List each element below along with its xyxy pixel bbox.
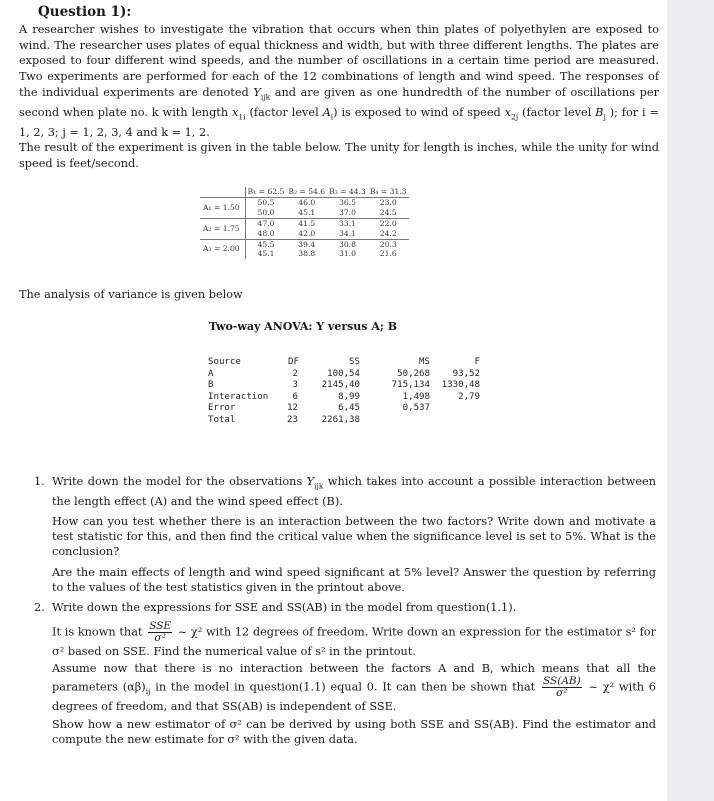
analysis-text: The analysis of variance is given below (19, 288, 243, 301)
question-paragraph: Write down the model for the observations $Y_{ijk}$ which takes into account a possible interaction between the length effect (A) and the wind speed effect (B). (52, 475, 656, 508)
anova-cell: 2,79 (458, 391, 480, 402)
table-row (200, 197, 409, 207)
table-cell: 23.0 (379, 197, 397, 207)
table-cell: 50.5 (257, 197, 275, 207)
table-cell: 21.6 (379, 249, 397, 259)
table-cell: 36.5 (339, 197, 356, 207)
question-list (34, 474, 656, 752)
anova-cell: A (208, 368, 214, 379)
question-paragraph: Write down the expressions for SSE and SS(AB) in the model from question(1.1). (52, 601, 517, 615)
table-cell: 37.0 (339, 207, 356, 217)
table-row (200, 218, 409, 228)
anova-cell: 6,45 (338, 403, 360, 414)
question-number: 1. (34, 475, 45, 488)
question-title: Question 1): (38, 4, 132, 20)
question-paragraph: Are the main effects of length and wind speed significant at 5% level? Answer the question by referring to the values of the test statistics given in the printout above. (52, 565, 656, 595)
table-header-row (200, 187, 409, 197)
anova-cell: 2 (292, 368, 298, 379)
table-cell: 50.0 (257, 207, 275, 217)
table-row (200, 239, 409, 249)
ssab-fraction: $\frac{SS(AB)}{\text{σ²}}$ (543, 675, 581, 700)
side-panel (667, 0, 714, 801)
anova-cell: 50,268 (397, 368, 430, 379)
table-cell: 34.1 (339, 228, 356, 238)
table-cell: 41.5 (286, 218, 327, 228)
intro-text (19, 22, 659, 172)
anova-cell: 12 (287, 403, 298, 414)
table-cell: 42.0 (298, 228, 316, 238)
data-table (200, 187, 409, 259)
anova-title: Two-way ANOVA: Y versus A; B (209, 320, 398, 333)
table-cell: 24.2 (379, 228, 397, 238)
row-label: A₃ = 2.00 (200, 239, 245, 259)
question-paragraph: Show how a new estimator of σ² can be derived by using both SSE and SS(AB). Find the estimator and compute the new estimate for σ² with the given data. (52, 717, 656, 746)
table-cell: 48.0 (257, 228, 275, 238)
anova-header: F (474, 357, 480, 367)
table-cell: 45.5 (245, 239, 286, 249)
anova-cell: 715,134 (391, 380, 430, 391)
intro-paragraph-2: The result of the experiment is given in the table below. The unity for length is inches, while the unity for wind speed is feet/second. (19, 141, 659, 171)
row-label: A₂ = 1.75 (200, 218, 245, 239)
anova-cell: B (208, 380, 214, 391)
table-cell: 45.1 (298, 207, 316, 217)
col-header: B₃ = 44.3 (329, 187, 366, 196)
anova-cell: 2261,38 (321, 414, 360, 425)
anova-cell: 23 (287, 414, 298, 425)
table-cell: 46.0 (298, 197, 316, 207)
anova-cell: 8,99 (338, 391, 360, 402)
intro-paragraph-1: A researcher wishes to investigate the vibration that occurs when thin plates of polyethylen are exposed to wind. The researcher uses plates of equal thickness and width, but with three different lengths. The plates are exposed to four different wind speeds, and the number of oscillations in a certain time period are measured. Two experiments are performed for each of the 12 combinations of length and wind speed. The responses of the individual experiments are denoted $Y_{ijk}$ and are given as one hundredth of the number of oscillations per second when plate no. k with length $x_{1i}$ (factor level $A_i$) is exposed to wind of speed $x_{2j}$ (factor level $B_j$ ); for i = 1, 2, 3; j = 1, 2, 3, 4 and k = 1, 2. (19, 23, 659, 139)
question-number: 2. (34, 601, 45, 615)
anova-cell: 6 (292, 391, 298, 402)
sse-fraction: $\frac{\text{SSE}}{\text{σ²}}$ (149, 619, 172, 644)
col-header: B₄ = 31.3 (369, 187, 407, 196)
table-cell: 30.8 (327, 239, 368, 249)
table-cell: 22.0 (368, 218, 409, 228)
anova-cell: 0,537 (402, 403, 430, 414)
question-paragraph: It is known that $\frac{\text{SSE}}{\text{σ²}}$ ~ χ² with 12 degrees of freedom. Write down an expression for the estimator s² for σ² based on SSE. Find the numerical value of s² in the printout. (52, 619, 656, 658)
table-cell: 33.1 (327, 218, 368, 228)
row-label: A₁ = 1.50 (200, 197, 245, 218)
anova-header: Source (208, 357, 241, 367)
question-item-1 (34, 474, 656, 595)
anova-cell: 2145,40 (321, 380, 360, 391)
anova-cell: 1,498 (402, 391, 430, 402)
table-cell: 24.5 (379, 207, 397, 217)
question-paragraph: Assume now that there is no interaction between the factors A and B, which means that all the parameters $(\alpha\beta)_{ij}$ in the model in question(1.1) equal 0. It can then be shown that $\frac{SS(AB)}{\text{σ²}}$ ~ χ² with 6 degrees of freedom, and that SS(AB) is independent of SSE. (52, 661, 656, 714)
table-cell: 39.4 (286, 239, 327, 249)
question-paragraph: How can you test whether there is an interaction between the two factors? Write down and motivate a test statistic for this, and then find the critical value when the significance level is set to 5%. What is the conclusion? (52, 514, 656, 559)
anova-cell: Total (208, 414, 236, 425)
anova-header: DF (288, 357, 299, 367)
anova-cell: 1330,48 (441, 380, 480, 391)
table-cell: 20.3 (368, 239, 409, 249)
anova-cell: 100,54 (327, 368, 360, 379)
table-cell: 45.1 (257, 249, 275, 259)
col-header: B₁ = 62.5 (245, 187, 286, 197)
table-cell: 31.0 (339, 249, 356, 259)
anova-cell: Error (208, 403, 236, 414)
anova-cell: 3 (292, 380, 298, 391)
table-cell: 38.8 (298, 249, 316, 259)
anova-cell: Interaction (208, 391, 269, 402)
col-header: B₂ = 54.6 (288, 187, 326, 196)
table-cell: 47.0 (245, 218, 286, 228)
anova-cell: 93,52 (452, 368, 480, 379)
anova-header: MS (419, 357, 430, 367)
question-item-2 (34, 600, 656, 747)
anova-header: SS (349, 357, 360, 367)
